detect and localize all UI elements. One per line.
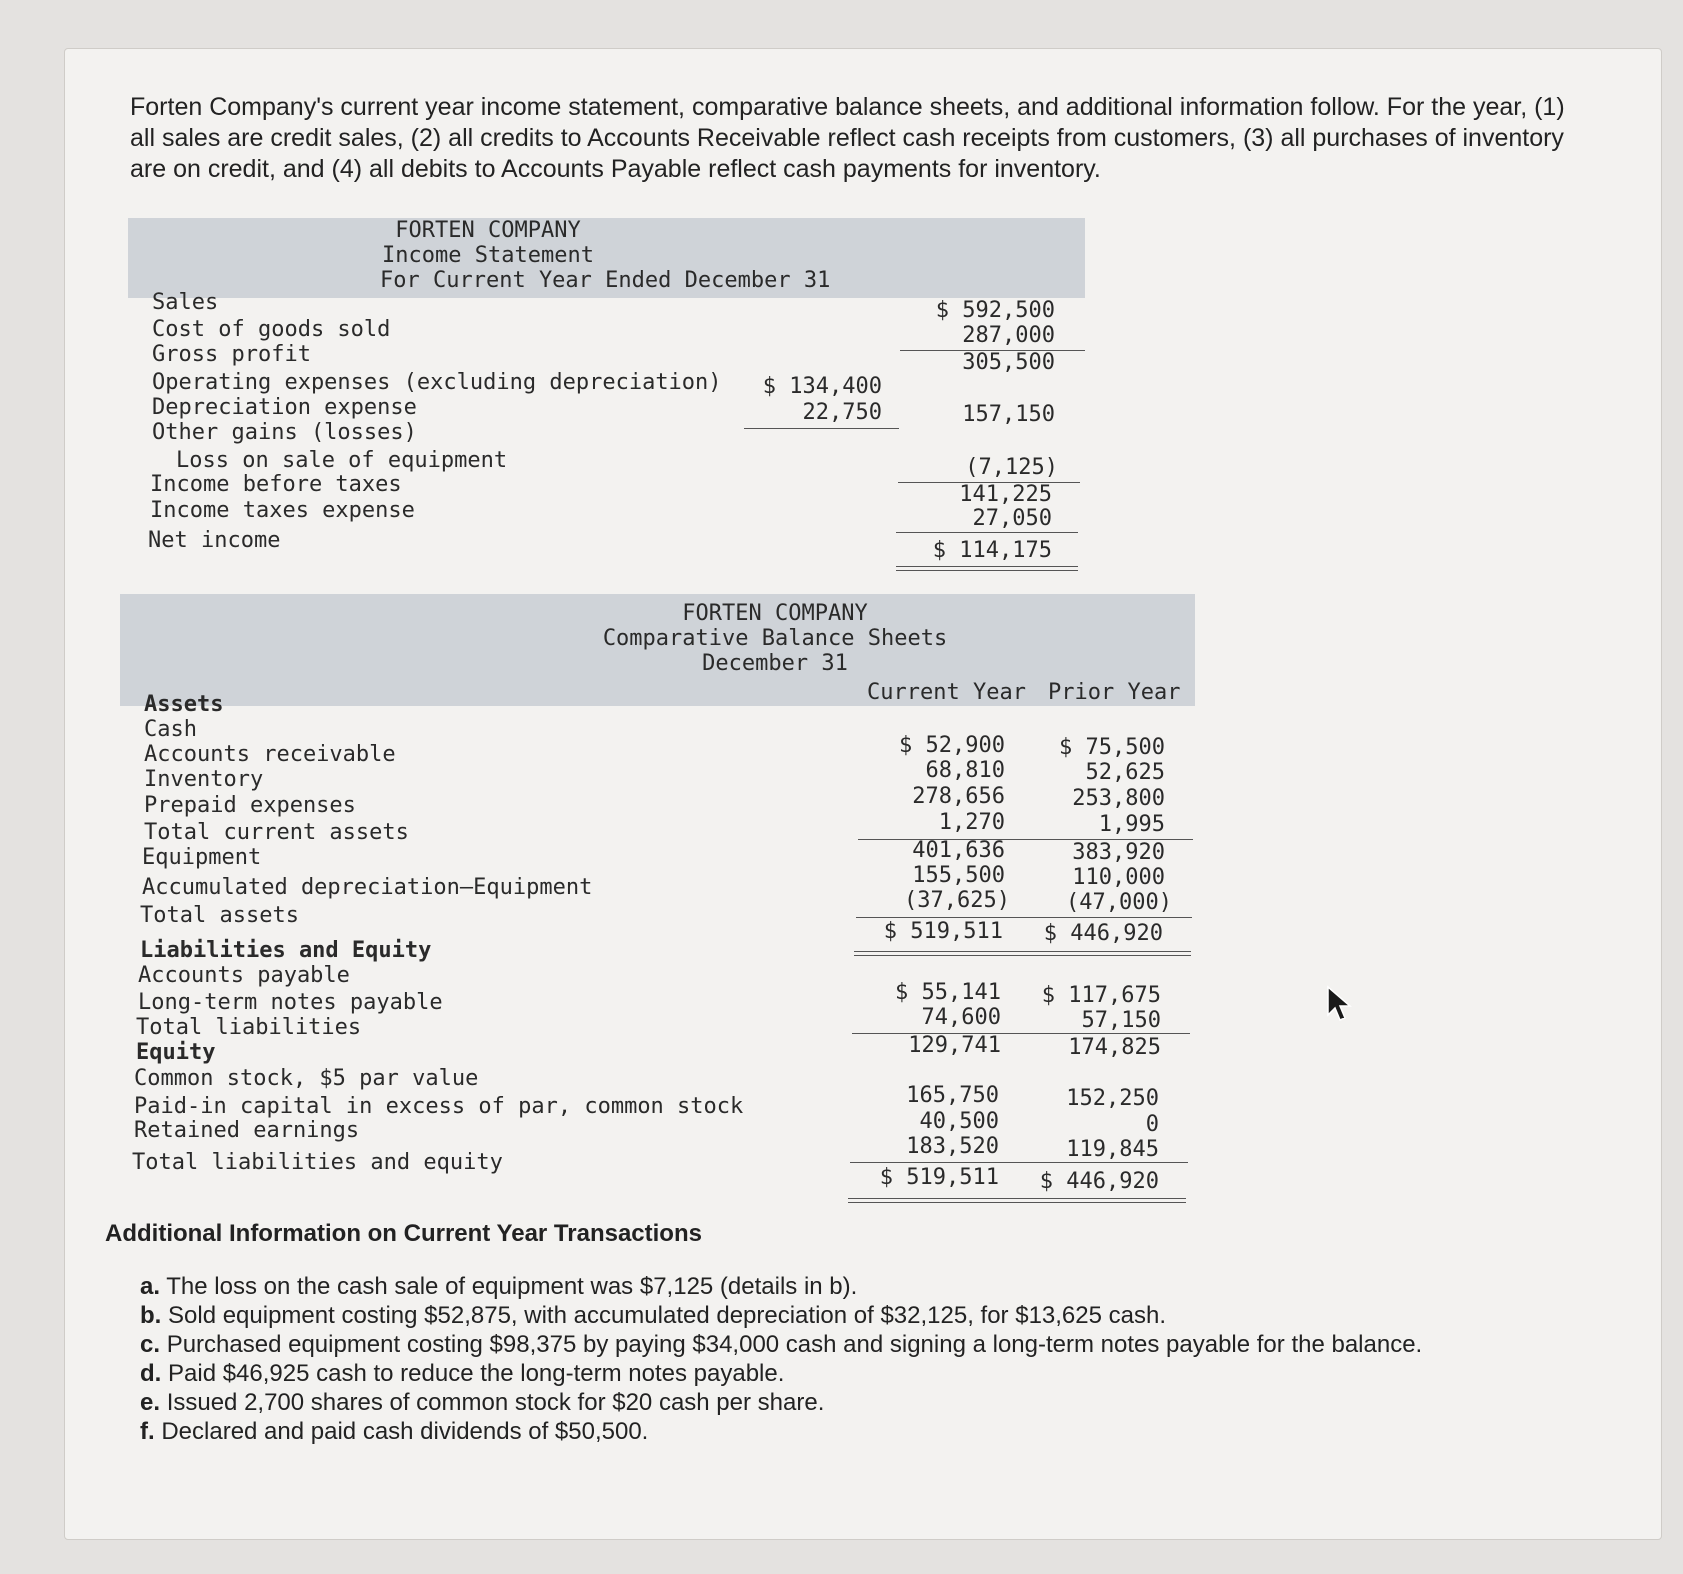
balance-date: December 31 [702,651,848,676]
double-rule [896,566,1078,571]
asset-prior: 52,625 [1085,760,1165,785]
cogs-value: 287,000 [962,323,1055,348]
double-rule [848,1198,1186,1203]
income-title: Income Statement [382,243,594,268]
ni-label: Net income [148,528,281,553]
item-letter: a. [140,1273,161,1300]
equity-heading: Equity [136,1040,216,1065]
equity-label: Total liabilities and equity [132,1150,503,1175]
equity-current: 40,500 [919,1109,999,1134]
additional-info-list [140,1272,1540,1446]
income-company: FORTEN COMPANY [395,218,581,243]
ibt-value: 141,225 [959,482,1052,507]
equity-prior: 152,250 [1066,1086,1159,1111]
tax-value: 27,050 [972,506,1052,531]
equity-label: Retained earnings [134,1118,360,1143]
list-item [140,1359,1540,1388]
liability-label: Accounts payable [138,963,350,988]
list-item [140,1301,1540,1330]
col-prior-year: Prior Year [1048,680,1181,705]
item-letter: b. [140,1302,162,1329]
opex-label: Operating expenses (excluding depreciation) [152,370,722,395]
liability-current: 129,741 [908,1033,1001,1058]
opex-value: $ 134,400 [762,374,882,399]
loss-label: Loss on sale of equipment [176,448,508,473]
list-item [140,1388,1540,1417]
asset-prior: 110,000 [1072,865,1165,890]
list-item [140,1330,1540,1359]
liability-current: 74,600 [921,1005,1001,1030]
asset-label: Accounts receivable [144,742,396,767]
tax-label: Income taxes expense [150,498,415,523]
liability-label: Long-term notes payable [138,990,443,1015]
rule [744,428,899,429]
sales-label: Sales [152,290,219,315]
balance-company: FORTEN COMPANY [682,601,868,626]
asset-current: 155,500 [912,863,1005,888]
liability-label: Total liabilities [136,1015,362,1040]
item-text: Sold equipment costing $52,875, with accumulated depreciation of $32,125, for $13,625 cash. [168,1302,1167,1329]
asset-current: (37,625) [904,888,1010,913]
asset-current: 278,656 [912,784,1005,809]
col-current-year: Current Year [867,680,1026,705]
item-text: Declared and paid cash dividends of $50,500. [161,1418,649,1445]
item-text: Purchased equipment costing $98,375 by paying $34,000 cash and signing a long-term notes payable for the balance. [166,1331,1423,1358]
intro-paragraph: Forten Company's current year income statement, comparative balance sheets, and additional information follow. For the year, (1) all sales are credit sales, (2) all credits to Accounts Receivable reflect cash receipts from customers, (3) all purchases of inventory are on credit, and (4) all debits to Accounts Payable reflect cash payments for inventory. [130,93,1565,183]
gross-value: 305,500 [962,350,1055,375]
asset-current: 1,270 [938,810,1005,835]
dep-value: 22,750 [802,400,882,425]
asset-current: $ 519,511 [883,919,1003,944]
asset-current: 68,810 [925,758,1005,783]
asset-label: Total assets [140,903,299,928]
asset-label: Prepaid expenses [144,793,356,818]
asset-label: Cash [144,717,197,742]
equity-current: 183,520 [906,1134,999,1159]
income-period: For Current Year Ended December 31 [380,268,831,293]
equity-current: $ 519,511 [879,1165,999,1190]
item-letter: e. [140,1389,161,1416]
item-letter: c. [140,1331,161,1358]
asset-current: $ 52,900 [899,733,1005,758]
item-text: The loss on the cash sale of equipment was $7,125 (details in b). [166,1273,858,1300]
item-text: Issued 2,700 shares of common stock for $20 cash per share. [166,1389,825,1416]
assets-heading: Assets [144,692,224,717]
sales-value: $ 592,500 [935,298,1055,323]
liabilities-heading: Liabilities and Equity [140,938,432,963]
equity-label: Paid-in capital in excess of par, common stock [134,1094,744,1119]
double-rule [854,951,1191,956]
asset-prior: $ 75,500 [1059,735,1165,760]
item-text: Paid $46,925 cash to reduce the long-term notes payable. [168,1360,785,1387]
list-item [140,1417,1540,1446]
asset-prior: (47,000) [1066,890,1172,915]
ibt-label: Income before taxes [150,472,402,497]
liability-prior: 57,150 [1081,1008,1161,1033]
asset-current: 401,636 [912,838,1005,863]
rule [896,532,1078,533]
asset-label: Equipment [142,845,262,870]
gross-label: Gross profit [152,342,311,367]
equity-prior: 119,845 [1066,1137,1159,1162]
asset-label: Accumulated depreciation—Equipment [142,875,593,900]
other-label: Other gains (losses) [152,420,417,445]
equity-label: Common stock, $5 par value [134,1066,479,1091]
rule [850,1162,1188,1163]
total-expenses-value: 157,150 [962,402,1055,427]
additional-info-title: Additional Information on Current Year Transactions [105,1220,702,1247]
equity-prior: 0 [1145,1112,1159,1137]
asset-prior: $ 446,920 [1043,921,1163,946]
liability-current: $ 55,141 [895,980,1001,1005]
ni-value: $ 114,175 [932,538,1052,563]
income-statement-header [128,218,1085,298]
liability-prior: 174,825 [1068,1035,1161,1060]
balance-title: Comparative Balance Sheets [602,626,948,651]
item-letter: f. [140,1418,155,1445]
equity-current: 165,750 [906,1083,999,1108]
list-item [140,1272,1540,1301]
balance-sheet-header [120,594,1195,706]
asset-prior: 253,800 [1072,786,1165,811]
liability-prior: $ 117,675 [1041,983,1161,1008]
dep-label: Depreciation expense [152,395,417,420]
equity-prior: $ 446,920 [1039,1169,1159,1194]
rule [856,917,1192,918]
asset-prior: 383,920 [1072,840,1165,865]
loss-value: (7,125) [965,455,1058,480]
mouse-pointer-icon [1326,985,1352,1023]
asset-label: Inventory [144,767,264,792]
item-letter: d. [140,1360,162,1387]
cogs-label: Cost of goods sold [152,317,391,342]
asset-label: Total current assets [144,820,409,845]
asset-prior: 1,995 [1098,812,1165,837]
